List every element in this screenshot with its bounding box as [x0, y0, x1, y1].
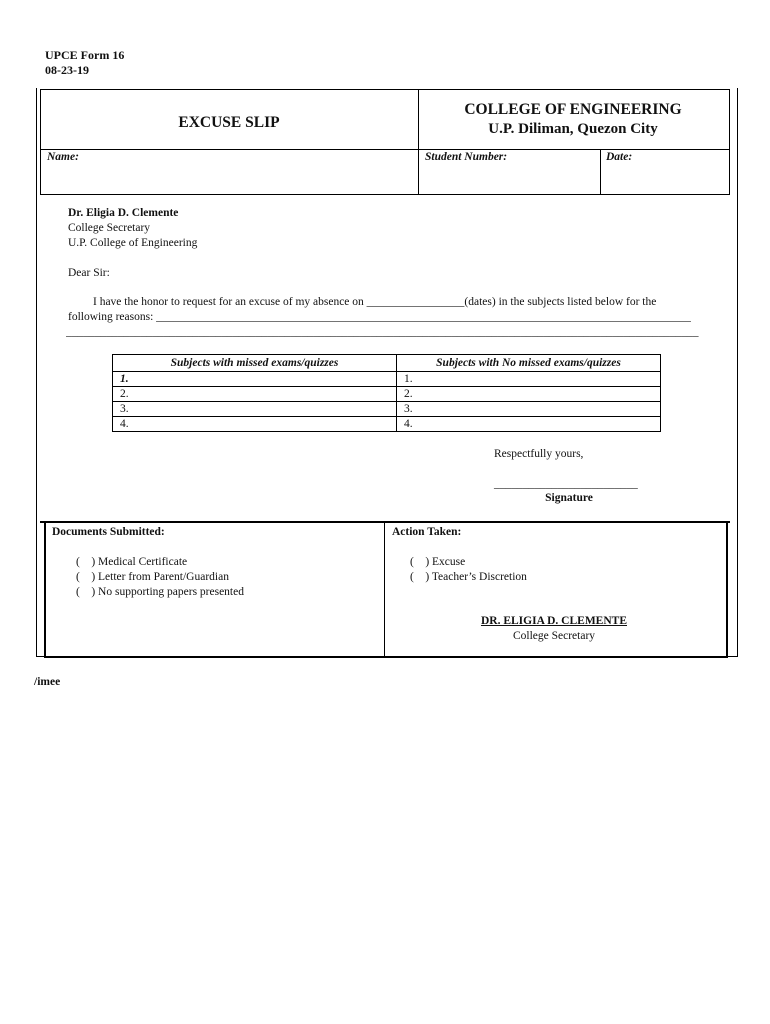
missed-subject-cell[interactable]: 1. [113, 372, 397, 387]
missed-subject-cell[interactable]: 2. [113, 387, 397, 402]
missed-subject-cell[interactable]: 4. [113, 417, 397, 432]
request-line-3: ______________________________________________________________________________________________________________ [66, 326, 699, 338]
name-field[interactable] [41, 166, 417, 192]
document-option-medical[interactable]: ( ) Medical Certificate [76, 556, 188, 568]
form-date: 08-23-19 [45, 63, 89, 77]
no-missed-subject-cell[interactable]: 1. [397, 372, 661, 387]
addressee-office: U.P. College of Engineering [68, 237, 198, 249]
no-missed-subjects-header: Subjects with No missed exams/quizzes [397, 355, 661, 372]
action-option-excuse[interactable]: ( ) Excuse [410, 556, 466, 568]
addressee-name: Dr. Eligia D. Clemente [68, 207, 179, 219]
valediction: Respectfully yours, [494, 448, 584, 460]
table-row [113, 402, 661, 417]
college-name: COLLEGE OF ENGINEERING [464, 101, 682, 118]
document-option-letter[interactable]: ( ) Letter from Parent/Guardian [76, 571, 229, 583]
student-number-field-label: Student Number: [425, 151, 508, 163]
footer-initials: /imee [34, 676, 61, 688]
missed-subject-cell[interactable]: 3. [113, 402, 397, 417]
subjects-table [112, 354, 661, 432]
college-location: U.P. Diliman, Quezon City [488, 121, 658, 137]
table-row [113, 372, 661, 387]
table-row [113, 387, 661, 402]
action-option-discretion[interactable]: ( ) Teacher’s Discretion [410, 571, 527, 583]
table-row [113, 417, 661, 432]
missed-subjects-header: Subjects with missed exams/quizzes [113, 355, 397, 372]
document-option-none[interactable]: ( ) No supporting papers presented [76, 586, 244, 598]
slip-title: EXCUSE SLIP [178, 114, 280, 131]
signature-label: Signature [545, 492, 593, 504]
no-missed-subject-cell[interactable]: 2. [397, 387, 661, 402]
action-heading: Action Taken: [392, 526, 462, 538]
addressee-title: College Secretary [68, 222, 151, 234]
documents-heading: Documents Submitted: [52, 526, 165, 538]
request-line-1: I have the honor to request for an excuse of my absence on _________________(dates) in the subjects listed below for the [93, 296, 657, 308]
no-missed-subject-cell[interactable]: 3. [397, 402, 661, 417]
signatory-title: College Secretary [512, 630, 596, 642]
date-field-label: Date: [606, 151, 633, 163]
salutation: Dear Sir: [68, 267, 110, 279]
signature-line[interactable]: _________________________ [494, 478, 638, 490]
no-missed-subject-cell[interactable]: 4. [397, 417, 661, 432]
date-field[interactable] [601, 166, 727, 192]
name-field-label: Name: [47, 151, 79, 163]
signatory-name: DR. ELIGIA D. CLEMENTE [480, 615, 627, 627]
request-line-2: following reasons: _____________________________________________________________________________________________ [68, 311, 691, 323]
student-number-field[interactable] [419, 166, 598, 192]
form-code: UPCE Form 16 [45, 48, 125, 62]
